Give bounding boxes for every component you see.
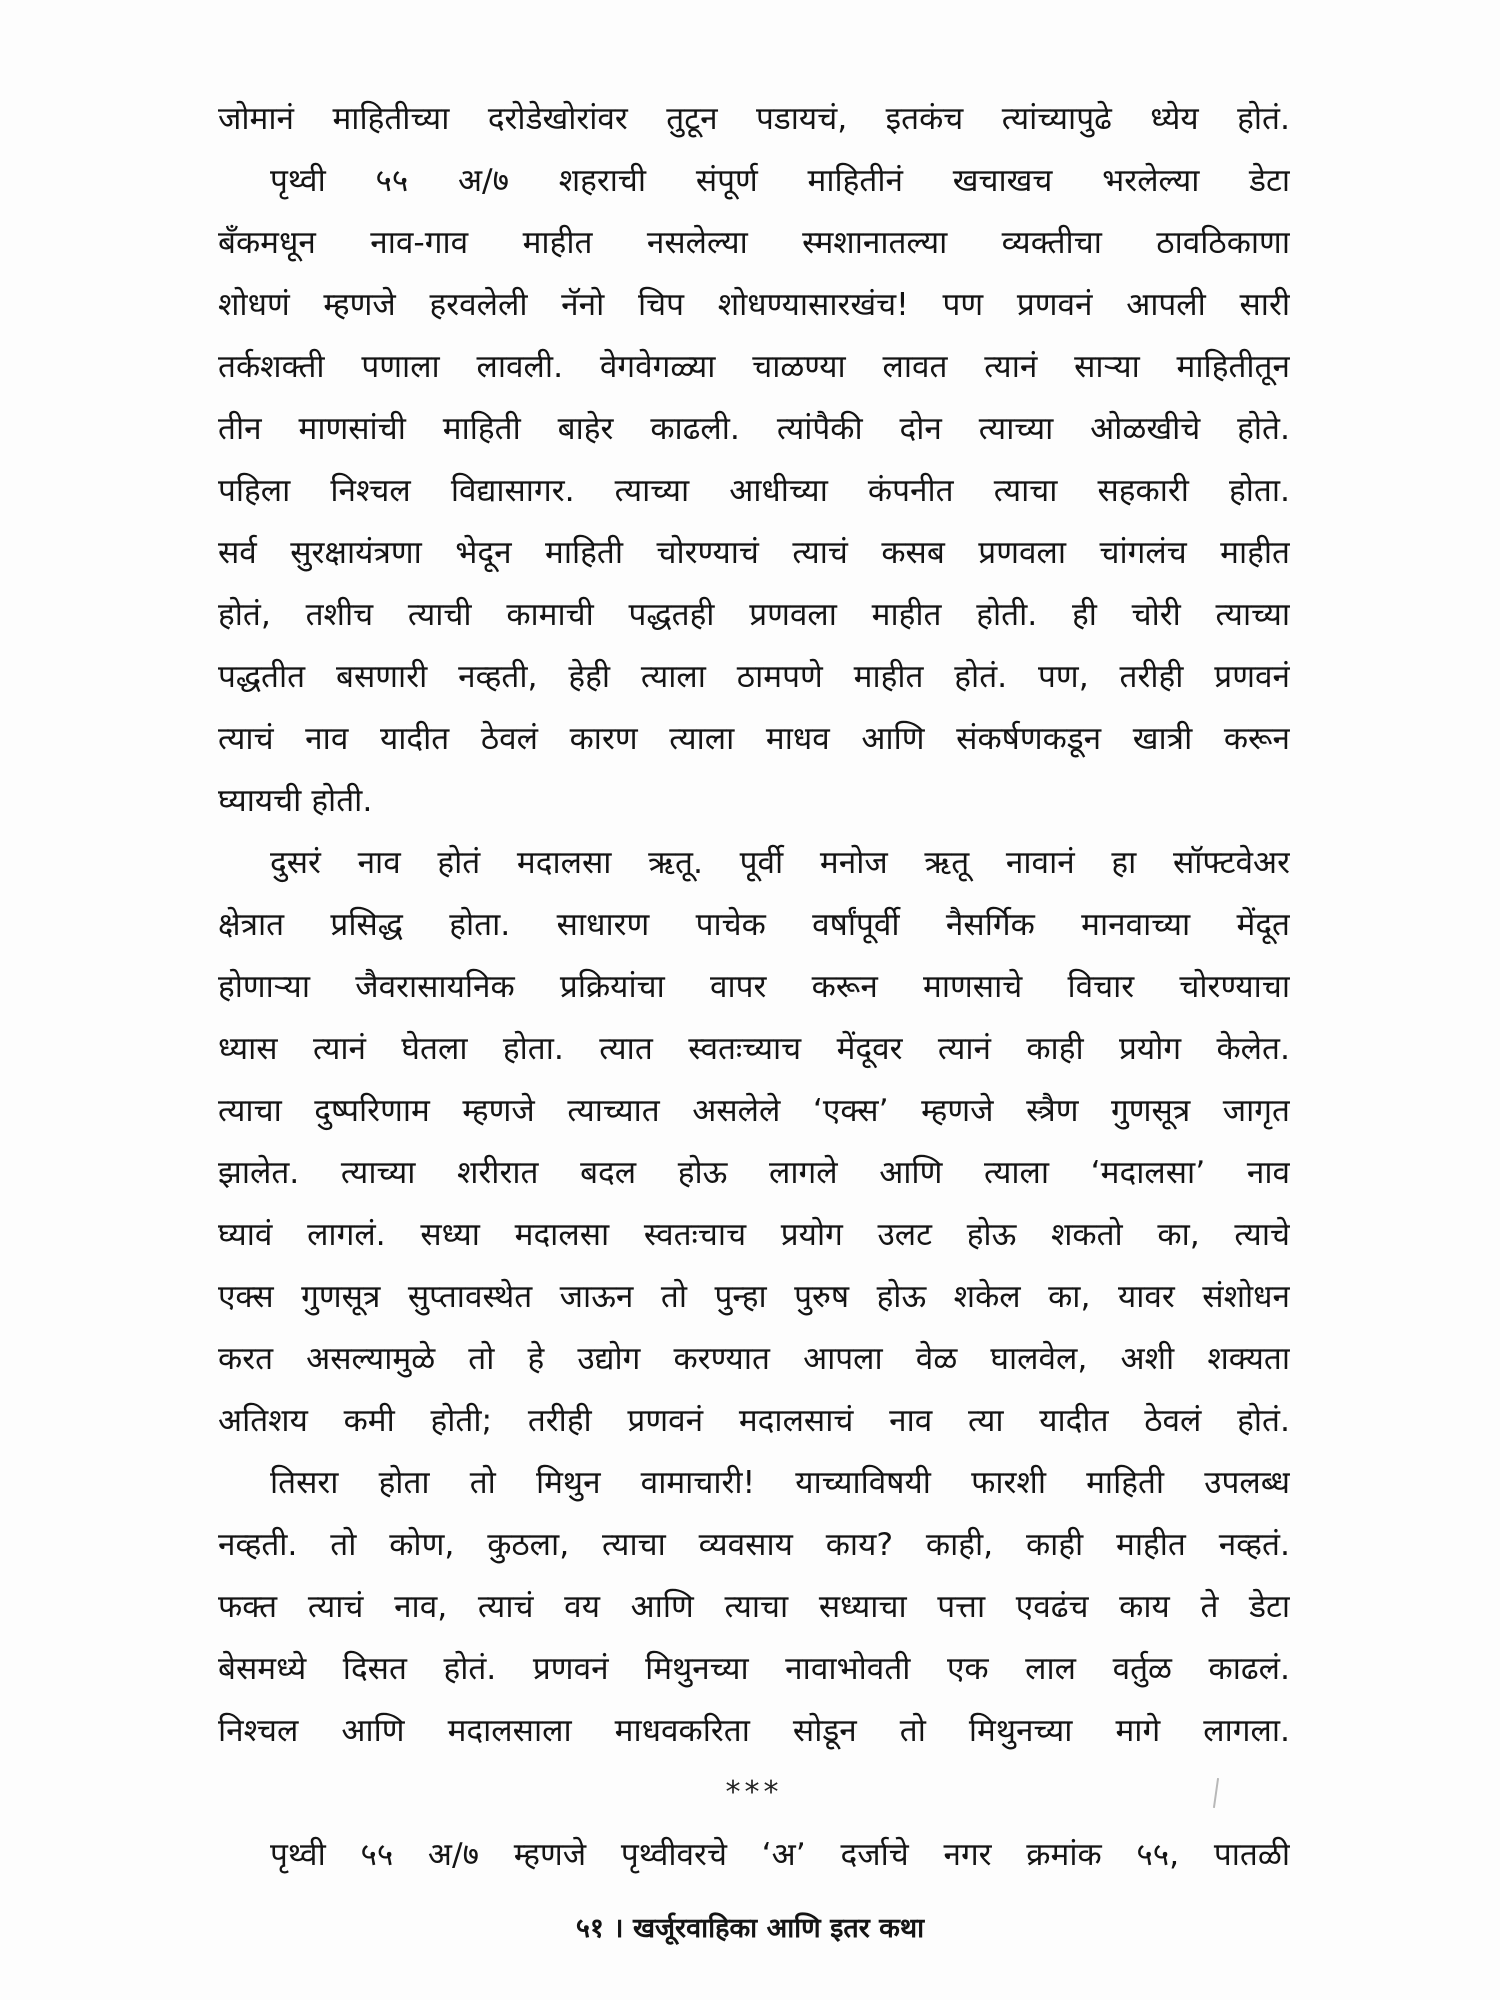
text-line: दुसरं नाव होतं मदालसा ऋतू. पूर्वी मनोज ऋतू नावानं हा सॉफ्टवेअर: [270, 845, 1290, 881]
section-divider: ***: [725, 1775, 783, 1810]
text-line: नव्हती. तो कोण, कुठला, त्याचा व्यवसाय काय? काही, काही माहीत नव्हतं.: [218, 1527, 1290, 1563]
text-line: त्याचा दुष्परिणाम म्हणजे त्याच्यात असलेले ‘एक्स’ म्हणजे स्त्रैण गुणसूत्र जागृत: [218, 1093, 1290, 1129]
text-line: तर्कशक्ती पणाला लावली. वेगवेगळ्या चाळण्या लावत त्यानं साऱ्या माहितीतून: [218, 349, 1290, 385]
text-line: निश्चल आणि मदालसाला माधवकरिता सोडून तो मिथुनच्या मागे लागला.: [218, 1713, 1290, 1749]
text-line: पद्धतीत बसणारी नव्हती, हेही त्याला ठामपणे माहीत होतं. पण, तरीही प्रणवनं: [218, 659, 1290, 695]
text-line: ध्यास त्यानं घेतला होता. त्यात स्वतःच्याच मेंदूवर त्यानं काही प्रयोग केलेत.: [218, 1031, 1290, 1067]
body-text: [218, 88, 1290, 1886]
text-line: झालेत. त्याच्या शरीरात बदल होऊ लागले आणि त्याला ‘मदालसा’ नाव: [218, 1155, 1290, 1191]
text-line: घ्यायची होती.: [218, 783, 373, 819]
text-line: पहिला निश्चल विद्यासागर. त्याच्या आधीच्या कंपनीत त्याचा सहकारी होता.: [218, 473, 1290, 509]
text-line: बेसमध्ये दिसत होतं. प्रणवनं मिथुनच्या नावाभोवती एक लाल वर्तुळ काढलं.: [218, 1651, 1290, 1687]
text-line: शोधणं म्हणजे हरवलेली नॅनो चिप शोधण्यासारखंच! पण प्रणवनं आपली सारी: [218, 287, 1290, 323]
text-line: होणाऱ्या जैवरासायनिक प्रक्रियांचा वापर करून माणसाचे विचार चोरण्याचा: [218, 969, 1290, 1005]
text-line: पृथ्वी ५५ अ/७ शहराची संपूर्ण माहितीनं खचाखच भरलेल्या डेटा: [270, 163, 1290, 199]
text-line: त्याचं नाव यादीत ठेवलं कारण त्याला माधव आणि संकर्षणकडून खात्री करून: [218, 721, 1290, 757]
text-line: करत असल्यामुळे तो हे उद्योग करण्यात आपला वेळ घालवेल, अशी शक्यता: [218, 1341, 1290, 1377]
text-line: घ्यावं लागलं. सध्या मदालसा स्वतःचाच प्रयोग उलट होऊ शकतो का, त्याचे: [218, 1217, 1290, 1253]
text-line: अतिशय कमी होती; तरीही प्रणवनं मदालसाचं नाव त्या यादीत ठेवलं होतं.: [218, 1403, 1290, 1439]
page-footer: ५१ । खर्जूरवाहिका आणि इतर कथा: [575, 1913, 925, 1944]
text-line: तीन माणसांची माहिती बाहेर काढली. त्यांपैकी दोन त्याच्या ओळखीचे होते.: [218, 411, 1290, 447]
text-line: क्षेत्रात प्रसिद्ध होता. साधारण पाचेक वर्षांपूर्वी नैसर्गिक मानवाच्या मेंदूत: [218, 907, 1290, 943]
text-line: होतं, तशीच त्याची कामाची पद्धतही प्रणवला माहीत होती. ही चोरी त्याच्या: [218, 597, 1290, 633]
text-line: बँकमधून नाव-गाव माहीत नसलेल्या स्मशानातल्या व्यक्तीचा ठावठिकाणा: [218, 225, 1290, 261]
text-line: सर्व सुरक्षायंत्रणा भेदून माहिती चोरण्याचं त्याचं कसब प्रणवला चांगलंच माहीत: [218, 535, 1290, 571]
text-line: जोमानं माहितीच्या दरोडेखोरांवर तुटून पडायचं, इतकंच त्यांच्यापुढे ध्येय होतं.: [218, 101, 1290, 137]
text-line: एक्स गुणसूत्र सुप्तावस्थेत जाऊन तो पुन्हा पुरुष होऊ शकेल का, यावर संशोधन: [218, 1279, 1290, 1315]
text-line: फक्त त्याचं नाव, त्याचं वय आणि त्याचा सध्याचा पत्ता एवढंच काय ते डेटा: [218, 1589, 1290, 1625]
text-line: पृथ्वी ५५ अ/७ म्हणजे पृथ्वीवरचे ‘अ’ दर्जाचे नगर क्रमांक ५५, पातळी: [270, 1837, 1290, 1873]
text-line: तिसरा होता तो मिथुन वामाचारी! याच्याविषयी फारशी माहिती उपलब्ध: [270, 1465, 1290, 1501]
